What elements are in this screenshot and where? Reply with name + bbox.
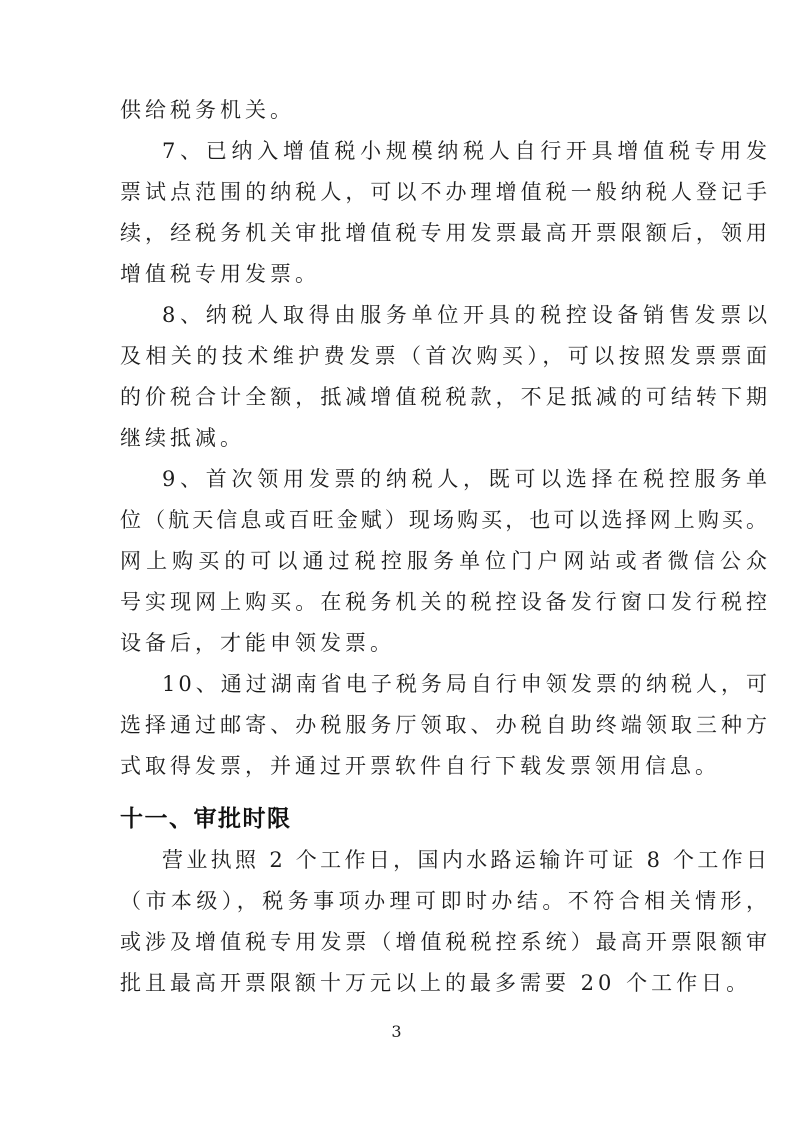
- document-body: [120, 90, 770, 1004]
- text-line: 10、通过湖南省电子税务局自行申领发票的纳税人，可: [162, 672, 770, 696]
- text-line: （市本级），税务事项办理可即时办结。不符合相关情形，: [120, 889, 770, 913]
- text-line: 位（航天信息或百旺金赋）现场购买，也可以选择网上购买。: [120, 508, 770, 532]
- text-line: 继续抵减。: [120, 426, 245, 450]
- text-line: 的价税合计全额，抵减增值税税款，不足抵减的可结转下期: [120, 385, 770, 409]
- text-line: 增值税专用发票。: [120, 262, 320, 286]
- text-line: 网上购买的可以通过税控服务单位门户网站或者微信公众: [120, 549, 770, 573]
- text-line: 设备后，才能申领发票。: [120, 631, 395, 655]
- text-line: 号实现网上购买。在税务机关的税控设备发行窗口发行税控: [120, 590, 770, 614]
- text-line: 续，经税务机关审批增值税专用发票最高开票限额后，领用: [120, 221, 770, 245]
- heading-line: 十一、审批时限: [120, 806, 292, 832]
- paragraph: [120, 840, 770, 1004]
- text-line: 及相关的技术维护费发票（首次购买），可以按照发票票面: [120, 344, 770, 368]
- paragraph: [120, 295, 770, 459]
- text-line: 9、首次领用发票的纳税人，既可以选择在税控服务单: [162, 467, 770, 491]
- paragraph: [120, 664, 770, 787]
- text-line: 营业执照 2 个工作日，国内水路运输许可证 8 个工作日: [162, 848, 770, 872]
- text-line: 8、纳税人取得由服务单位开具的税控设备销售发票以: [162, 303, 770, 327]
- text-line: 批且最高开票限额十万元以上的最多需要 20 个工作日。: [120, 971, 752, 995]
- paragraph: [120, 459, 770, 664]
- text-line: 或涉及增值税专用发票（增值税税控系统）最高开票限额审: [120, 930, 770, 954]
- paragraph: [120, 131, 770, 295]
- text-line: 式取得发票，并通过开票软件自行下载发票领用信息。: [120, 754, 720, 778]
- text-line: 票试点范围的纳税人，可以不办理增值税一般纳税人登记手: [120, 180, 770, 204]
- text-line: 供给税务机关。: [120, 98, 295, 122]
- section-heading: [120, 799, 770, 840]
- text-line: 选择通过邮寄、办税服务厅领取、办税自助终端领取三种方: [120, 713, 770, 737]
- page-number: 3: [391, 1022, 402, 1041]
- text-line: 7、已纳入增值税小规模纳税人自行开具增值税专用发: [162, 139, 770, 163]
- paragraph: [120, 90, 770, 131]
